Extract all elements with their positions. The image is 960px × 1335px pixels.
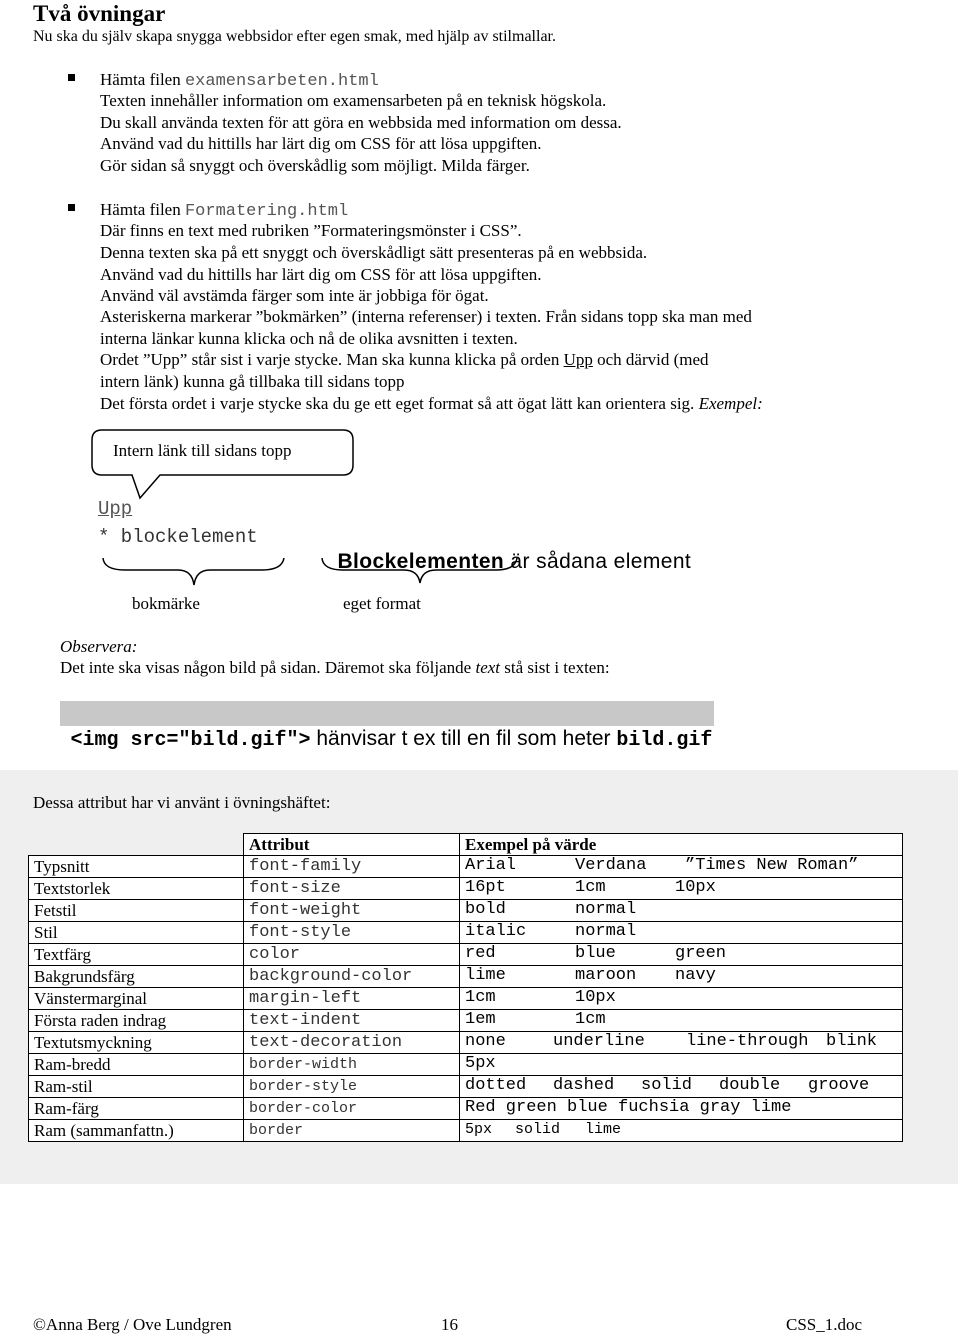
exercise1-line: Använd vad du hittills har lärt dig om CSS för att lösa uppgiften. <box>100 134 542 153</box>
example-value: 10px <box>575 988 616 1007</box>
table-header-attr: Attribut <box>244 834 460 856</box>
row-label: Fetstil <box>29 900 244 922</box>
row-attribute: border <box>244 1120 460 1142</box>
exercise2-line: Använd vad du hittills har lärt dig om CSS för att lösa uppgiften. <box>100 265 542 284</box>
footer-filename: CSS_1.doc <box>786 1315 863 1334</box>
blockelement-rest: är sådana element <box>504 550 692 573</box>
row-values <box>460 1032 903 1054</box>
table-row <box>29 988 903 1010</box>
code-img-tag: <img src="bild.gif"> <box>70 729 311 752</box>
format-label: eget format <box>343 594 421 613</box>
example-value: dashed <box>553 1076 615 1095</box>
table-header-value: Exempel på värde <box>460 834 903 856</box>
table-row <box>29 944 903 966</box>
upp-line-text: Ordet ”Upp” står sist i varje stycke. Man ska kunna klicka på orden <box>100 350 564 369</box>
row-attribute: text-indent <box>244 1010 460 1032</box>
first-word-text: Det första ordet i varje stycke ska du ge ett eget format så att ögat lätt kan orientera sig. <box>100 394 695 413</box>
row-values <box>460 856 903 878</box>
code-middle-text: hänvisar t ex till en fil som heter <box>310 727 617 750</box>
row-values <box>460 900 903 922</box>
example-value: none <box>465 1032 506 1051</box>
blockelement-bold-word: Blockelementen <box>337 550 505 573</box>
table-row <box>29 1076 903 1098</box>
row-label: Textfärg <box>29 944 244 966</box>
exercise1-line: Gör sidan så snyggt och överskådlig som möjligt. Milda färger. <box>100 156 530 175</box>
footer-author: ©Anna Berg / Ove Lundgren <box>33 1315 232 1334</box>
row-label: Första raden indrag <box>29 1010 244 1032</box>
row-values <box>460 922 903 944</box>
row-attribute: font-weight <box>244 900 460 922</box>
fetch-label: Hämta filen <box>100 70 181 89</box>
table-row <box>29 1120 903 1142</box>
exercise2-first-word-line <box>100 393 763 414</box>
upp-link[interactable]: Upp <box>98 498 133 520</box>
row-values <box>460 988 903 1010</box>
exercise1-line: Du skall använda texten för att göra en webbsida med information om dessa. <box>100 113 622 132</box>
example-value: green <box>675 944 727 963</box>
exercise2-line: Där finns en text med rubriken ”Formateringsmönster i CSS”. <box>100 221 522 240</box>
example-value: Red green blue fuchsia gray lime <box>465 1098 792 1117</box>
table-row <box>29 1010 903 1032</box>
table-row <box>29 856 903 878</box>
example-value: normal <box>575 922 637 941</box>
row-label: Typsnitt <box>29 856 244 878</box>
example-value: dotted <box>465 1076 527 1095</box>
example-value: navy <box>675 966 716 985</box>
example-value: 1cm <box>575 878 606 897</box>
row-attribute: font-size <box>244 878 460 900</box>
attributes-intro: Dessa attribut har vi använt i övningshäftet: <box>33 793 331 812</box>
row-values <box>460 1010 903 1032</box>
note-text-italic: text <box>475 658 501 677</box>
example-value: ”Times New Roman” <box>685 856 859 875</box>
table-row <box>29 900 903 922</box>
row-label: Textstorlek <box>29 878 244 900</box>
example-value: 1cm <box>575 1010 606 1029</box>
row-attribute: margin-left <box>244 988 460 1010</box>
example-value: lime <box>585 1121 622 1138</box>
blockelement-example <box>325 523 691 575</box>
row-attribute: color <box>244 944 460 966</box>
table-row <box>29 966 903 988</box>
row-values <box>460 944 903 966</box>
example-value: maroon <box>575 966 637 985</box>
example-value: 5px <box>465 1121 493 1138</box>
example-value: bold <box>465 900 506 919</box>
page-title: Två övningar <box>33 1 166 26</box>
note-text-a: Det inte ska visas någon bild på sidan. Däremot ska följande <box>60 658 476 677</box>
table-row <box>29 1098 903 1120</box>
code-filename: bild.gif <box>616 729 713 752</box>
blockelement-bookmark: * blockelement <box>98 526 258 548</box>
filename: examensarbeten.html <box>184 72 379 91</box>
attributes-table <box>28 833 903 1142</box>
row-attribute: border-color <box>244 1098 460 1120</box>
row-label: Ram (sammanfattn.) <box>29 1120 244 1142</box>
example-value: italic <box>465 922 527 941</box>
row-values <box>460 1120 903 1142</box>
row-values <box>460 1054 903 1076</box>
row-attribute: border-width <box>244 1054 460 1076</box>
example-value: 5px <box>465 1054 496 1073</box>
note-text <box>60 657 610 678</box>
example-value: double <box>719 1076 781 1095</box>
row-values <box>460 878 903 900</box>
note-text-b: stå sist i texten: <box>500 658 610 677</box>
example-value: Verdana <box>575 856 647 875</box>
example-value: solid <box>515 1121 561 1138</box>
exercise1-fetch <box>100 69 379 92</box>
row-attribute: text-decoration <box>244 1032 460 1054</box>
row-label: Bakgrundsfärg <box>29 966 244 988</box>
example-value: Arial <box>465 856 517 875</box>
row-label: Ram-stil <box>29 1076 244 1098</box>
row-attribute: border-style <box>244 1076 460 1098</box>
row-label: Vänstermarginal <box>29 988 244 1010</box>
table-row <box>29 922 903 944</box>
example-value: solid <box>641 1076 693 1095</box>
row-attribute: font-style <box>244 922 460 944</box>
example-value: groove <box>808 1076 870 1095</box>
bullet-icon <box>68 204 75 211</box>
row-values <box>460 1098 903 1120</box>
row-values <box>460 966 903 988</box>
code-example <box>60 701 714 752</box>
example-value: underline <box>553 1032 645 1051</box>
fetch-label: Hämta filen <box>100 200 181 219</box>
exercise2-fetch <box>100 199 348 222</box>
row-label: Textutsmyckning <box>29 1032 244 1054</box>
note-heading: Observera: <box>60 637 138 656</box>
row-label: Stil <box>29 922 244 944</box>
example-value: line-through <box>686 1032 809 1051</box>
exercise2-line: interna länkar kunna klicka och nå de olika avsnitten i texten. <box>100 329 518 348</box>
exercise2-line: Asteriskerna markerar ”bokmärken” (interna referenser) i texten. Från sidans topp ska man med <box>100 307 752 326</box>
upp-line-text-end: och därvid (med <box>592 350 709 369</box>
filename: Formatering.html <box>184 202 349 221</box>
example-value: blue <box>575 944 616 963</box>
intro-text: Nu ska du själv skapa snygga webbsidor efter egen smak, med hjälp av stilmallar. <box>33 28 556 45</box>
table-row <box>29 1032 903 1054</box>
footer-page-number: 16 <box>441 1315 458 1334</box>
row-label: Ram-bredd <box>29 1054 244 1076</box>
example-value: normal <box>575 900 637 919</box>
bookmark-label: bokmärke <box>132 594 200 613</box>
example-label: Exempel: <box>698 394 763 413</box>
callout-text: Intern länk till sidans topp <box>113 441 292 460</box>
example-value: 1em <box>465 1010 496 1029</box>
table-row <box>29 1054 903 1076</box>
exercise2-upp-line <box>100 349 709 370</box>
table-header-row <box>29 834 903 856</box>
bookmark-brace <box>103 558 284 585</box>
row-attribute: font-family <box>244 856 460 878</box>
exercise2-line: intern länk) kunna gå tillbaka till sidans topp <box>100 372 405 391</box>
table-row <box>29 878 903 900</box>
table-header-empty <box>29 834 244 856</box>
example-value: blink <box>826 1032 878 1051</box>
example-value: 16pt <box>465 878 506 897</box>
example-value: red <box>465 944 496 963</box>
upp-link-word: Upp <box>563 350 593 369</box>
example-value: lime <box>465 966 506 985</box>
exercise1-line: Texten innehåller information om examensarbeten på en teknisk högskola. <box>100 91 607 110</box>
exercise2-line: Denna texten ska på ett snyggt och överskådligt sätt presenteras på en webbsida. <box>100 243 648 262</box>
row-values <box>460 1076 903 1098</box>
example-value: 1cm <box>465 988 496 1007</box>
row-attribute: background-color <box>244 966 460 988</box>
bullet-icon <box>68 74 75 81</box>
exercise2-line: Använd väl avstämda färger som inte är jobbiga för ögat. <box>100 286 489 305</box>
example-value: 10px <box>675 878 716 897</box>
row-label: Ram-färg <box>29 1098 244 1120</box>
